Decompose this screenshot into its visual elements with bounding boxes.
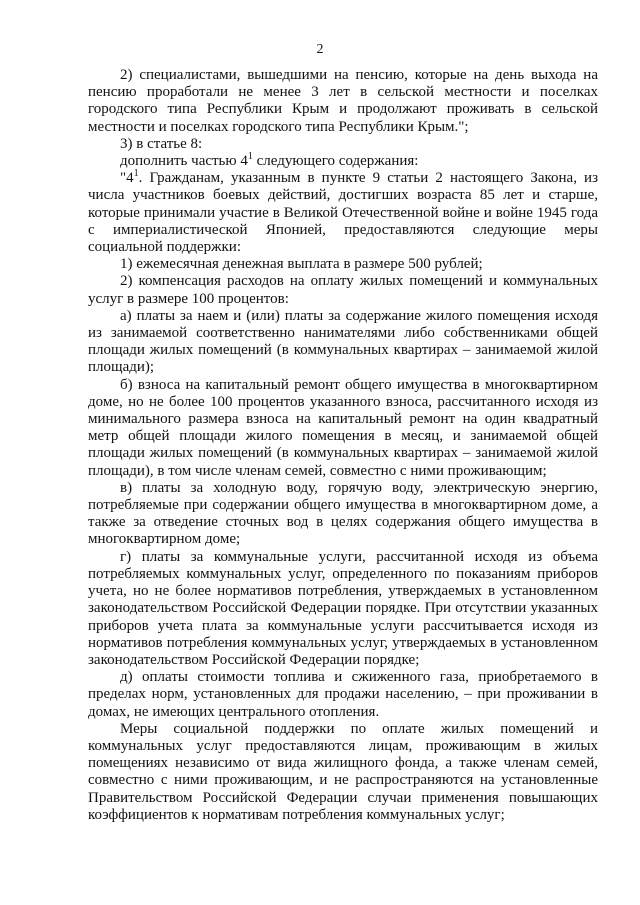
superscript: 1 bbox=[247, 151, 253, 163]
paragraph: дополнить частью $4^1$ следующего содержания: bbox=[120, 151, 419, 170]
paragraph: г) платы за коммунальные услуги, рассчитанной исходя из объема потребляемых коммунальных услуг, определенного по показаниям приборов учета, но не более нормативов потребления, утверждаемых в установленном законодательством Российской Федерации порядке. При отсутствии указанных приборов учета плата за коммунальные услуги рассчитывается исходя из нормативов потребления коммунальных услуг, утверждаемых в установленном законодательством Российской Федерации порядке; bbox=[88, 548, 598, 668]
paragraph: 2) специалистами, вышедшими на пенсию, которые на день выхода на пенсию проработали не менее 3 лет в сельской местности и поселках городского типа Республики Крым и продолжают проживать в сельской местности и поселках городского типа Республики Крым."; bbox=[88, 67, 598, 135]
paragraph: 3) в статье 8: bbox=[120, 135, 203, 152]
paragraph: в) платы за холодную воду, горячую воду, электрическую энергию, потребляемые при содержании общего имущества в многоквартирном доме, а также за отведение сточных вод в целях содержания общего имущества в многоквартирном доме; bbox=[88, 479, 598, 548]
paragraph: "$4^1$. Гражданам, указанным в пункте 9 статьи 2 настоящего Закона, из числа участников боевых действий, достигших возраста 85 лет и старше, которые принимали участие в Великой Отечественной войне и войне 1945 года с империалистической Японией, предоставляются следующие меры социальной поддержки: bbox=[88, 168, 598, 256]
paragraph: 2) компенсация расходов на оплату жилых помещений и коммунальных услуг в размере 100 процентов: bbox=[88, 273, 598, 307]
paragraph: 1) ежемесячная денежная выплата в размере 500 рублей; bbox=[120, 256, 483, 273]
superscript: 1 bbox=[133, 168, 139, 180]
paragraph: б) взноса на капитальный ремонт общего имущества в многоквартирном доме, но не более 100 процентов указанного взноса, рассчитанного исходя из минимального размера взноса на капитальный ремонт на один квадратный метр общей площади жилого помещения в месяц, и занимаемой общей площади жилых помещений (в коммунальных квартирах – занимаемой жилой площади), в том числе членам семей, совместно с ними проживающим; bbox=[88, 376, 598, 479]
page-number: 2 bbox=[316, 42, 324, 57]
paragraph: д) оплаты стоимости топлива и сжиженного газа, приобретаемого в пределах норм, установленных для продажи населению, – при проживании в домах, не имеющих центрального отопления. bbox=[88, 669, 598, 720]
document-body bbox=[88, 67, 598, 824]
paragraph: а) платы за наем и (или) платы за содержание жилого помещения исходя из занимаемой соответственно нанимателями либо собственниками общей площади жилых помещений (в коммунальных квартирах – занимаемой жилой площади); bbox=[88, 307, 598, 376]
paragraph: Меры социальной поддержки по оплате жилых помещений и коммунальных услуг предоставляются лицам, проживающим в жилых помещениях независимо от вида жилищного фонда, а также членам семей, совместно с ними проживающим, и не распространяются на установленные Правительством Российской Федерации случаи применения повышающих коэффициентов к нормативам потребления коммунальных услуг; bbox=[88, 720, 598, 823]
